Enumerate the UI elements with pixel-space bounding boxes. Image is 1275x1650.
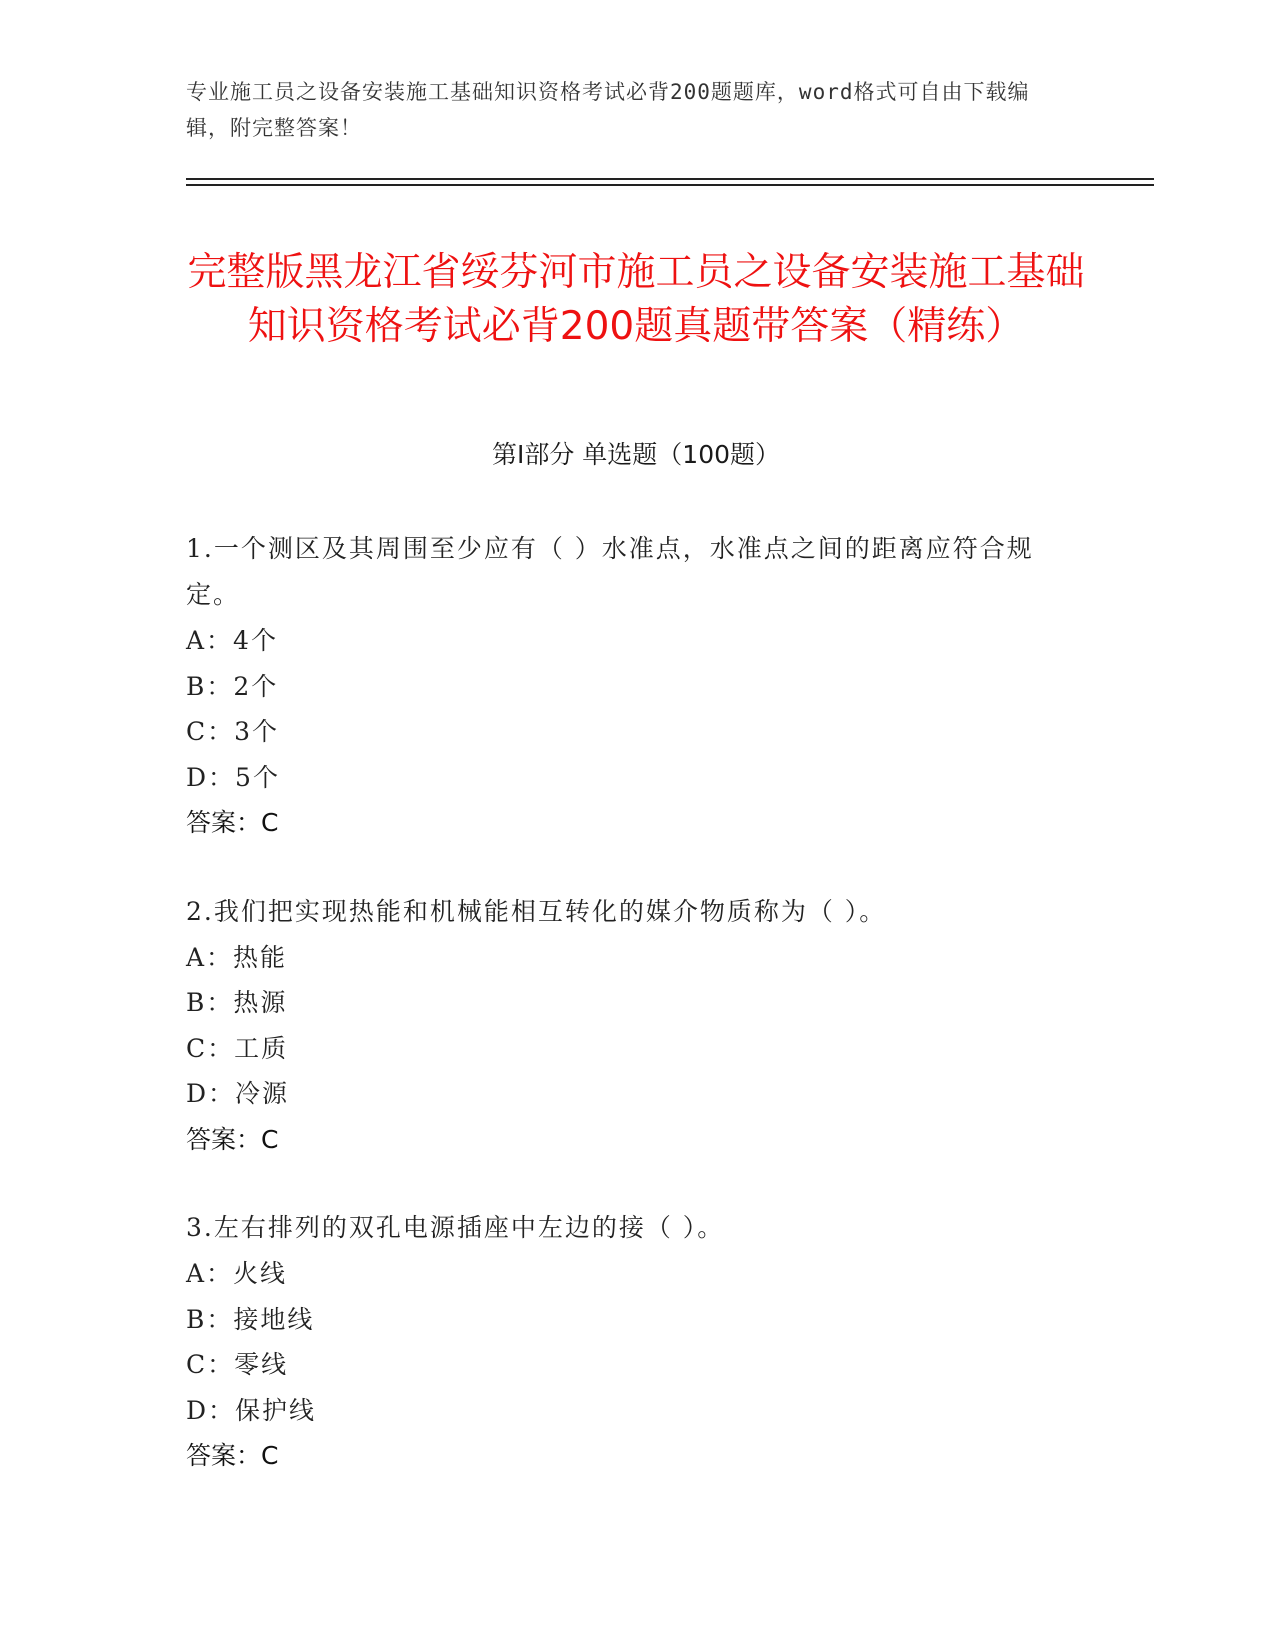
option-d: D：冷源 bbox=[186, 1079, 290, 1108]
option-d: D：5个 bbox=[186, 762, 280, 792]
question-stem: 3.左右排列的双孔电源插座中左边的接（ ）。 bbox=[186, 1213, 725, 1242]
option-c: C：3个 bbox=[186, 717, 280, 746]
question-item bbox=[186, 526, 1086, 846]
question-stem: 2.我们把实现热能和机械能相互转化的媒介物质称为（ ）。 bbox=[186, 896, 887, 926]
question-item bbox=[186, 1205, 1086, 1479]
option-b: B：热源 bbox=[186, 988, 288, 1017]
document-title: 完整版黑龙江省绥芬河市施工员之设备安装施工基础知识资格考试必背200题真题带答案（精练） bbox=[187, 250, 1085, 350]
option-b: B：接地线 bbox=[186, 1304, 315, 1334]
option-d: D：保护线 bbox=[186, 1395, 317, 1425]
header-note: 专业施工员之设备安装施工基础知识资格考试必背200题题库，word格式可自由下载编辑，附完整答案！ bbox=[186, 80, 1030, 140]
section-heading: 第I部分 单选题（100题） bbox=[491, 440, 781, 469]
question-item bbox=[186, 889, 1086, 1163]
option-a: A：热能 bbox=[186, 942, 288, 972]
option-b: B：2个 bbox=[186, 671, 279, 701]
header-divider-bottom bbox=[186, 184, 1154, 186]
answer-line: 答案：C bbox=[186, 1124, 279, 1154]
option-c: C：工质 bbox=[186, 1033, 289, 1063]
question-list bbox=[186, 526, 1086, 1522]
option-a: A：火线 bbox=[186, 1259, 288, 1288]
question-stem: 1.一个测区及其周围至少应有（ ）水准点，水准点之间的距离应符合规定。 bbox=[186, 534, 1034, 609]
answer-line: 答案：C bbox=[186, 1441, 279, 1470]
answer-line: 答案：C bbox=[186, 808, 279, 837]
header-divider-top bbox=[186, 178, 1154, 180]
option-a: A：4个 bbox=[186, 626, 278, 655]
option-c: C：零线 bbox=[186, 1350, 289, 1379]
